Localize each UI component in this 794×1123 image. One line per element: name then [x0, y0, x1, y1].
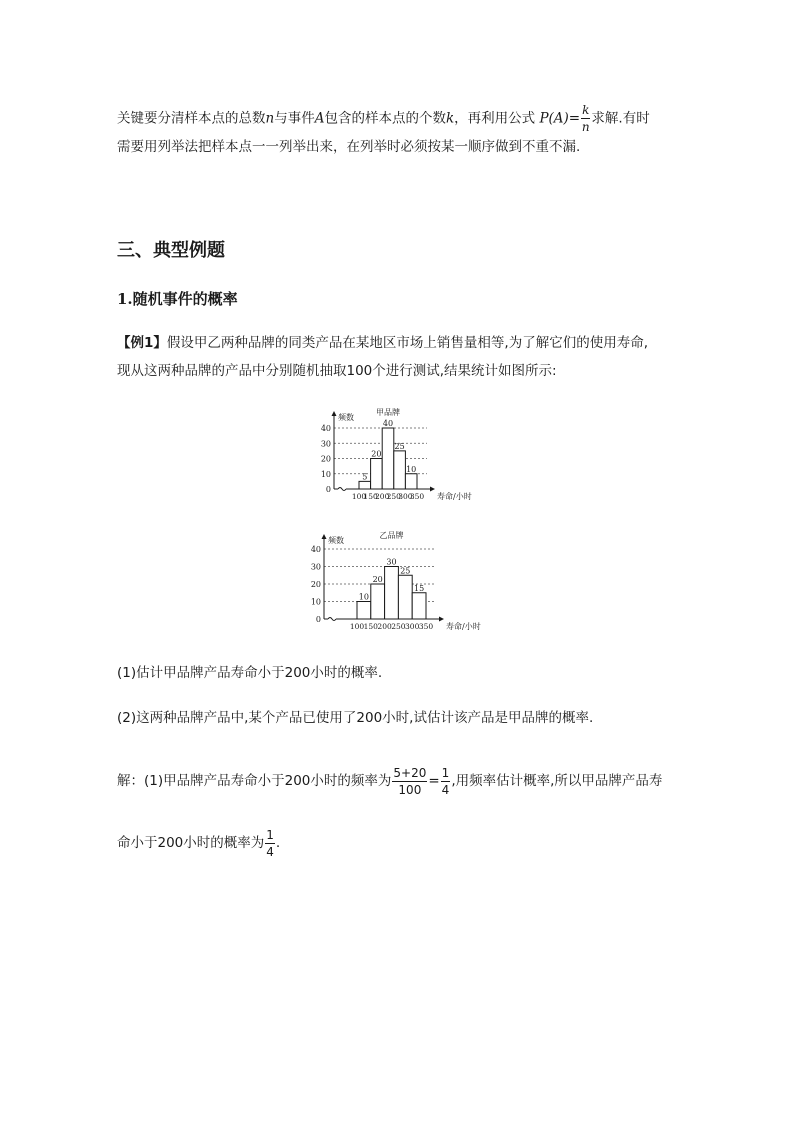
y-axis-title: 频数	[338, 413, 354, 422]
x-tick-label: 350	[418, 622, 434, 631]
x-axis-title: 寿命/小时	[446, 622, 481, 631]
example-label: 【例1】	[117, 335, 167, 351]
solution-fraction-2: $\frac{1}{4}$	[441, 765, 450, 797]
y-tick-label: 40	[320, 424, 331, 433]
var-k: k	[445, 110, 455, 127]
chart-title: 乙品牌	[379, 531, 404, 540]
example-paragraph	[117, 329, 677, 385]
histogram-bar	[359, 481, 371, 489]
histogram-bar	[382, 428, 394, 489]
axis-break	[328, 618, 336, 621]
histogram-bar	[405, 474, 417, 489]
bar-value-label: 30	[386, 557, 397, 567]
solution-line-2: 命小于200小时的概率为 $\frac{1}{4}$ .	[117, 827, 281, 859]
histogram-bar	[412, 593, 426, 619]
x-tick-label: 350	[409, 492, 425, 501]
bar-value-label: 10	[358, 592, 369, 602]
x-tick-label: 200	[375, 492, 390, 501]
histogram-bar	[371, 459, 383, 490]
example-line-1: 【例1】假设甲乙两种品牌的同类产品在某地区市场上销售量相等,为了解它们的使用寿命,	[117, 335, 648, 351]
intro-line-1: 关键要分清样本点的总数n与事件A包含的样本点的个数k，再利用公式 P(A)= $\frac{k}{n}$ 求解.有时	[117, 103, 650, 134]
histogram-bar	[398, 575, 412, 619]
chart-yi-brand	[308, 527, 498, 637]
x-axis-arrow	[439, 617, 444, 622]
histogram-bar	[385, 567, 399, 620]
subsection-title: 1.随机事件的概率	[117, 290, 238, 308]
x-tick-label: 250	[386, 492, 401, 501]
y-tick-label: 30	[310, 562, 321, 572]
bar-value-label: 25	[394, 441, 405, 451]
solution-fraction-3: $\frac{1}{4}$	[266, 827, 274, 859]
y-tick-label: 10	[320, 469, 331, 479]
x-axis-title: 寿命/小时	[437, 492, 472, 501]
intro-line-2: 需要用列举法把样本点一一列举出来，在列举时必须按某一顺序做到不重不漏.	[117, 139, 581, 155]
formula-lhs: P(A)=	[539, 110, 581, 127]
var-a: A	[314, 110, 325, 127]
bar-value-label: 10	[406, 464, 417, 474]
x-tick-label: 250	[391, 622, 406, 631]
y-tick-label: 20	[310, 580, 321, 589]
bar-value-label: 20	[371, 449, 382, 459]
bar-value-label: 5	[362, 472, 368, 482]
y-tick-label: 40	[310, 545, 321, 554]
x-axis-arrow	[430, 487, 435, 492]
y-tick-label: 0	[315, 615, 321, 624]
var-n: n	[265, 110, 275, 127]
question-1: (1)估计甲品牌产品寿命小于200小时的概率.	[117, 665, 383, 681]
x-tick-label: 300	[398, 492, 413, 501]
x-tick-label: 150	[363, 622, 378, 631]
example-line-2: 现从这两种品牌的产品中分别随机抽取100个进行测试,结果统计如图所示:	[117, 363, 557, 379]
y-tick-label: 20	[320, 454, 331, 464]
y-tick-label: 10	[310, 597, 321, 607]
y-axis-arrow	[322, 534, 327, 539]
formula-fraction: $\frac{k}{n}$	[581, 103, 590, 134]
intro-paragraph	[117, 104, 677, 161]
x-tick-label: 200	[377, 622, 392, 631]
y-axis-title: 频数	[328, 536, 344, 545]
y-tick-label: 30	[320, 439, 331, 449]
histogram-bar	[357, 602, 371, 620]
histogram-bar	[371, 584, 385, 619]
bar-value-label: 25	[400, 566, 411, 576]
section-title: 三、典型例题	[117, 240, 225, 261]
solution-line-1: 解：(1)甲品牌产品寿命小于200小时的频率为 $\frac{5+20}{100}$ = $\frac{1}{4}$ ,用频率估计概率,所以甲品牌产品寿	[117, 765, 663, 797]
histogram-bar	[394, 451, 406, 489]
solution-fraction-1: $\frac{5+20}{100}$	[393, 765, 427, 797]
x-tick-label: 150	[363, 492, 378, 501]
bar-value-label: 15	[414, 583, 425, 593]
chart-jia-brand	[308, 404, 488, 504]
bar-value-label: 20	[372, 575, 383, 584]
y-axis-arrow	[332, 411, 337, 416]
question-2: (2)这两种品牌产品中,某个产品已使用了200小时,试估计该产品是甲品牌的概率.	[117, 710, 594, 726]
x-tick-label: 100	[351, 492, 367, 501]
y-tick-label: 0	[325, 485, 331, 494]
x-tick-label: 300	[405, 622, 420, 631]
bar-value-label: 40	[382, 419, 394, 428]
chart-title: 甲品牌	[376, 408, 400, 417]
x-tick-label: 100	[349, 622, 365, 631]
axis-break	[338, 488, 346, 491]
